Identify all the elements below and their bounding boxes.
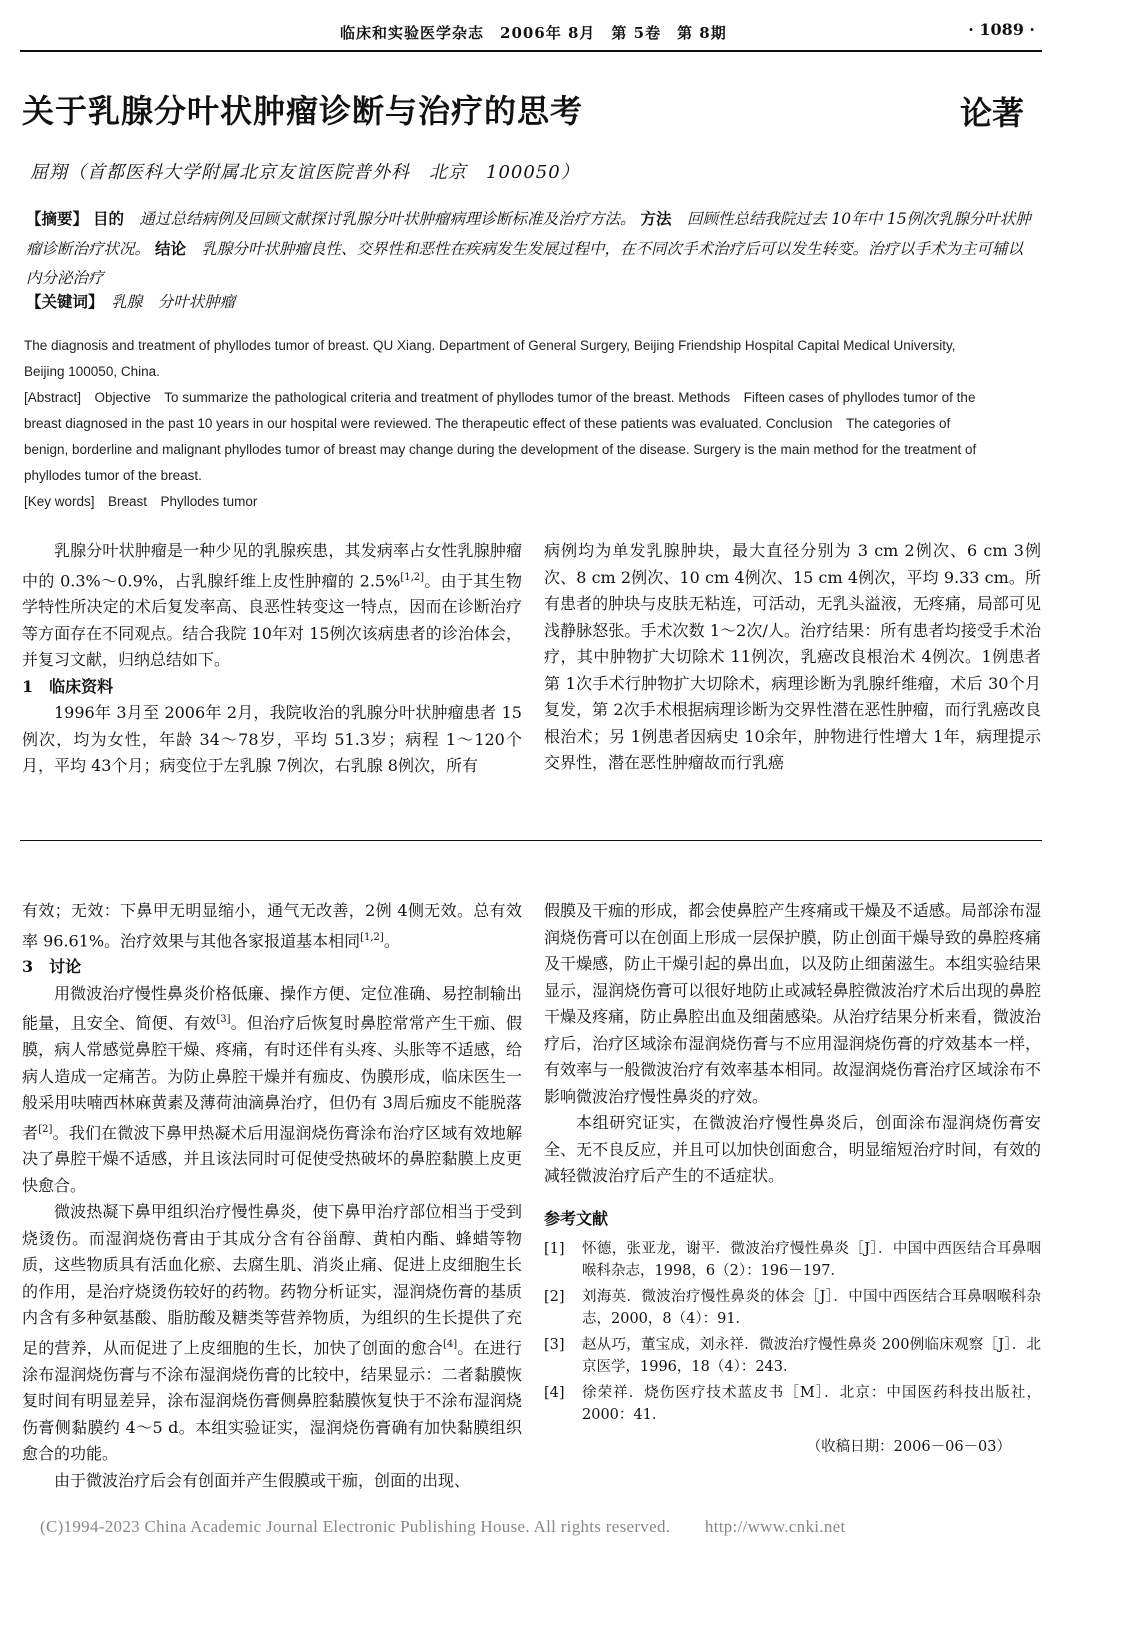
- citation: [1,2]: [400, 571, 425, 583]
- discussion-paragraph-1: 用微波治疗慢性鼻炎价格低廉、操作方便、定位准确、易控制输出能量，且安全、简便、有效[3]。但治疗后恢复时鼻腔常常产生干痂、假膜，病人常感觉鼻腔干燥、疼痛，有时还伴有头疼、头胀等不适感，给病人造成一定痛苦。为防止鼻腔干燥并有痂皮、伪膜形成，临床医生一般采用呋喃西林麻黄素及薄荷油滴鼻治疗，但仍有 3周后痂皮不能脱落者[2]。我们在微波下鼻甲热凝术后用湿润烧伤膏涂布治疗区域有效地解决了鼻腔干燥不适感，并且该法同时可促使受热破坏的鼻腔黏膜上皮更快愈合。: [22, 983, 522, 1195]
- citation: [3]: [216, 1014, 231, 1026]
- copyright-footer: (C)1994-2023 China Academic Journal Electronic Publishing House. All rights reserved. http://www.cnki.net: [40, 1517, 846, 1536]
- conclusion-text: 乳腺分叶状肿瘤良性、交界性和恶性在疾病发生发展过程中，在不同次手术治疗后可以发生转变。治疗以手术为主可辅以内分泌治疗: [26, 240, 1023, 287]
- citation: [4]: [443, 1338, 458, 1350]
- section-heading-1: 1 临床资料: [22, 676, 114, 696]
- page-divider: [20, 840, 1042, 841]
- en-abstract: [Abstract] Objective To summarize the pathological criteria and treatment of phyllodes tumor of the breast. Methods Fifteen cases of phyllodes tumor of the breast diagnosed in the past 10 years in our hospital were reviewed. The therapeutic effect of these patients was evaluated. Conclusion The categories of benign, borderline and malignant phyllodes tumor of breast may change during the development of the disease. Surgery is the main method for the treatment of phyllodes tumor of the breast.: [24, 390, 977, 483]
- received-date: （收稿日期：2006－06－03）: [806, 1439, 1011, 1455]
- reference-item: [3] 赵从巧，董宝成，刘永祥．微波治疗慢性鼻炎 200例临床观察［J］．北京医学，1996，18（4）：243．: [544, 1337, 1041, 1375]
- intro-text-b: 。由于其生物学特性所决定的术后复发率高、良恶性转变这一特点，因而在诊断治疗等方面存在不同观点。结合我院 10年对 15例次该病患者的诊治体会，并复习文献，归纳总结如下。: [22, 570, 522, 670]
- abstract-cn: [26, 204, 1036, 293]
- citation: [1,2]: [360, 931, 384, 943]
- reference-item: [1] 怀德，张亚龙，谢平．微波治疗慢性鼻炎［J］．中国中西医结合耳鼻咽喉科杂志，1998，6（2）：196－197．: [544, 1241, 1041, 1279]
- body-column-2: [544, 538, 1041, 777]
- discussion-paragraph-4: 假膜及干痂的形成，都会使鼻腔产生疼痛或干燥及不适感。局部涂布湿润烧伤膏可以在创面上形成一层保护膜，防止创面干燥导致的鼻腔疼痛及干燥感，防止干燥引起的鼻出血，以及防止细菌滋生。本组实验结果显示，湿润烧伤膏可以很好地防止或减轻鼻腔微波治疗术后出现的鼻腔干燥及疼痛，防止鼻腔出血及细菌感染。从治疗结果分析来看，微波治疗后，治疗区域涂布湿润烧伤膏与不应用湿润烧伤膏的疗效基本一样，有效率与一般微波治疗有效率基本相同。故湿润烧伤膏治疗区域涂布不影响微波治疗慢性鼻炎的疗效。: [544, 901, 1041, 1106]
- citation: [2]: [38, 1123, 53, 1135]
- reference-item: [2] 刘海英．微波治疗慢性鼻炎的体会［J］．中国中西医结合耳鼻咽喉科杂志，2000，8（4）：91．: [544, 1289, 1041, 1327]
- author-line: 屈翔（首都医科大学附属北京友谊医院普外科 北京 100050）: [30, 162, 580, 183]
- section-tag: 论著: [960, 94, 1025, 132]
- keywords-label: 【关键词】: [26, 292, 96, 311]
- clinical-paragraph-cont: 病例均为单发乳腺肿块，最大直径分别为 3 cm 2例次、6 cm 3例次、8 cm 2例次、10 cm 4例次、15 cm 4例次，平均 9.33 cm。所有患者的肿块与皮肤无粘连，可活动，无乳头溢液，无疼痛，局部可见浅静脉怒张。手术次数 1～2次/人。治疗结果：所有患者均接受手术治疗，其中肿物扩大切除术 11例次，乳癌改良根治术 4例次。1例患者第 1次手术行肿物扩大切除术，病理诊断为乳腺纤维瘤，术后 30个月复发，第 2次手术根据病理诊断为交界性潜在恶性肿瘤，而行乳癌改良根治术；另 1例患者因病史 10余年，肿物进行性增大 1年，病理提示交界性，潜在恶性肿瘤故而行乳癌: [544, 541, 1041, 772]
- page-number: · 1089 ·: [968, 20, 1035, 39]
- journal-header: 临床和实验医学杂志 2006年 8月 第 5卷 第 8期: [340, 24, 727, 42]
- intro-paragraph: [22, 538, 522, 674]
- abstract-label: 【摘要】: [26, 209, 89, 228]
- header-rule: [20, 50, 1042, 52]
- discussion-paragraph-3: 由于微波治疗后会有创面并产生假膜或干痂，创面的出现、: [54, 1470, 471, 1490]
- keywords-cn: [26, 290, 235, 312]
- section-heading-3: 3 讨论: [22, 957, 82, 977]
- method-label: 方法: [640, 209, 672, 228]
- keywords-text: 乳腺 分叶状肿瘤: [111, 293, 236, 311]
- references-heading: 参考文献: [544, 1208, 609, 1228]
- reference-item: [4] 徐荣祥．烧伤医疗技术蓝皮书［M］．北京：中国医药科技出版社，2000：41．: [544, 1385, 1041, 1423]
- body-column-1: [22, 538, 522, 780]
- conclusion-label: 结论: [154, 239, 186, 258]
- abstract-en: [24, 333, 984, 515]
- clinical-paragraph: 1996年 3月至 2006年 2月，我院收治的乳腺分叶状肿瘤患者 15例次，均为女性，年龄 34～78岁，平均 51.3岁；病程 1～120个月，平均 43个月；病变位于左乳腺 7例次，右乳腺 8例次，所有: [22, 703, 522, 776]
- intro-text-a: 乳腺分叶状肿瘤是一种少见的乳腺疾患，其发病率占女性乳腺肿瘤中的 0.3%～0.9%，占乳腺纤维上皮性肿瘤的 2.5%: [22, 541, 522, 590]
- article-title: 关于乳腺分叶状肿瘤诊断与治疗的思考: [22, 92, 584, 130]
- results-paragraph: 有效；无效：下鼻甲无明显缩小，通气无改善，2例 4侧无效。总有效率 96.61%。治疗效果与其他各家报道基本相同[1,2]。: [22, 901, 522, 950]
- en-keywords: [Key words] Breast Phyllodes tumor: [24, 494, 258, 509]
- objective-text: 通过总结病例及回顾文献探讨乳腺分叶状肿瘤病理诊断标准及治疗方法。: [139, 210, 636, 228]
- objective-label: 目的: [92, 209, 124, 228]
- discussion-paragraph-5: 本组研究证实，在微波治疗慢性鼻炎后，创面涂布湿润烧伤膏安全、无不良反应，并且可以加快创面愈合，明显缩短治疗时间，有效的减轻微波治疗后产生的不适症状。: [544, 1113, 1041, 1185]
- en-title-line: The diagnosis and treatment of phyllodes tumor of breast. QU Xiang. Department of General Surgery, Beijing Friendship Hospital Capital Medical University, Beijing 100050, China.: [24, 338, 956, 379]
- discussion-paragraph-2: 微波热凝下鼻甲组织治疗慢性鼻炎，使下鼻甲治疗部位相当于受到烧烫伤。而湿润烧伤膏由于其成分含有谷甾醇、黄柏内酯、蜂蜡等物质，这些物质具有活血化瘀、去腐生肌、消炎止痛、促进上皮细胞生长的作用，是治疗烧烫伤较好的药物。药物分析证实，湿润烧伤膏的基质内含有多种氨基酸、脂肪酸及糖类等营养物质，为组织的生长提供了充足的营养，从而促进了上皮细胞的生长，加快了创面的愈合[4]。在进行涂布湿润烧伤膏与不涂布湿润烧伤膏的比较中，结果显示：二者黏膜恢复时间有明显差异，涂布湿润烧伤膏侧鼻腔黏膜恢复快于不涂布湿润烧伤膏侧黏膜约 4～5 d。本组实验证实，湿润烧伤膏确有加快黏膜组织愈合的功能。: [22, 1202, 522, 1464]
- body-column-3: [22, 898, 522, 1494]
- method-text: 回顾性总结我院过去 10年中 15例次乳腺分叶状肿瘤诊断治疗状况。: [26, 210, 1031, 258]
- body-column-4: [544, 898, 1041, 1461]
